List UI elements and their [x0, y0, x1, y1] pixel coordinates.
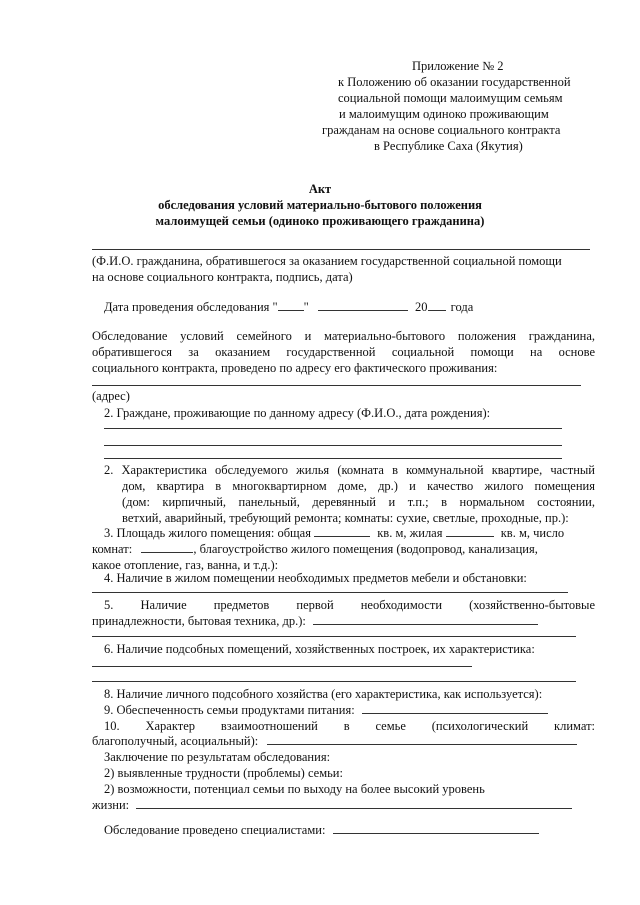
appendix-line-3: и малоимущим одиноко проживающим — [339, 107, 549, 121]
act-title: Акт — [308, 182, 332, 196]
amenities-label: , благоустройство жилого помещения (водопровод, канализация, — [193, 542, 538, 556]
rooms-count-label: кв. м, число — [500, 526, 565, 540]
specialists-row — [104, 822, 539, 838]
housing-line-3: (дом: кирпичный, панельный, деревянный и т.п.; в нормальном состоянии, — [122, 495, 595, 509]
date-day-field — [278, 299, 304, 311]
total-area-field — [314, 525, 370, 537]
area-row-3: какое отопление, газ, ванна, и т.д.): — [92, 558, 279, 572]
date-year-field — [428, 299, 446, 311]
auxiliary-line-1 — [92, 666, 472, 667]
appendix-line-2: социальной помощи малоимущим семьям — [338, 91, 563, 105]
address-caption: (адрес) — [92, 389, 130, 403]
essentials-line-2 — [92, 613, 538, 629]
living-area-label: кв. м, жилая — [377, 526, 443, 540]
furniture-label: 4. Наличие в жилом помещении необходимых предметов мебели и обстановки: — [104, 571, 527, 585]
intro-line-1: Обследование условий семейного и материально-бытового положения гражданина, — [92, 329, 595, 343]
residents-line-1 — [104, 428, 562, 429]
area-label: 3. Площадь жилого помещения: общая — [104, 526, 311, 540]
relations-line-1: 10. Характер взаимоотношений в семье (психологический климат: — [104, 719, 595, 733]
auxiliary-label: 6. Наличие подсобных помещений, хозяйственных построек, их характеристика: — [104, 642, 535, 656]
area-row-1 — [104, 525, 564, 541]
housing-line-4: ветхий, аварийный, требующий ремонта; комнаты: сухие, светлые, проходные, пр.): — [122, 511, 569, 525]
specialists-field — [333, 822, 539, 834]
date-row — [104, 299, 473, 315]
date-year-label: года — [450, 300, 474, 314]
conclusion-field — [136, 797, 572, 809]
household-label: 8. Наличие личного подсобного хозяйства (его характеристика, как используется): — [104, 687, 543, 701]
food-field — [362, 702, 548, 714]
relations-field — [267, 733, 577, 745]
essentials-field — [313, 613, 538, 625]
residents-line-2 — [104, 445, 562, 446]
furniture-line — [92, 592, 568, 593]
auxiliary-line-2 — [92, 681, 576, 682]
rooms-field — [141, 541, 193, 553]
date-label: Дата проведения обследования " — [104, 300, 278, 314]
date-year-prefix: 20 — [415, 300, 428, 314]
appendix-title: Приложение № 2 — [412, 59, 504, 73]
food-row — [104, 702, 548, 718]
address-field-line — [92, 385, 581, 386]
fio-caption-2: на основе социального контракта, подпись, дата) — [92, 270, 353, 284]
essentials-label: принадлежности, бытовая техника, др.): — [92, 614, 306, 628]
conclusion-life-label: жизни: — [92, 798, 130, 812]
conclusion-point-2: 2) возможности, потенциал семьи по выходу на более высокий уровень — [104, 782, 485, 796]
intro-line-2: обратившегося за оказанием государственной социальной помощи на основе — [92, 345, 595, 359]
fio-caption-1: (Ф.И.О. гражданина, обратившегося за оказанием государственной социальной помощи — [92, 254, 562, 268]
food-label: 9. Обеспеченность семьи продуктами питания: — [104, 703, 355, 717]
living-area-field — [446, 525, 494, 537]
conclusion-point-1: 2) выявленные трудности (проблемы) семьи: — [104, 766, 343, 780]
area-row-2 — [92, 541, 538, 557]
specialists-label: Обследование проведено специалистами: — [104, 823, 326, 837]
act-subtitle-2: малоимущей семьи (одиноко проживающего гражданина) — [155, 214, 485, 228]
relations-line-2 — [92, 733, 577, 749]
rooms-label: комнат: — [92, 542, 133, 556]
housing-line-2: дом, квартира в многоквартирном доме, др.) и качество жилого помещения — [122, 479, 595, 493]
date-quote: " — [303, 300, 309, 314]
essentials-line — [92, 636, 576, 637]
appendix-line-5: в Республике Саха (Якутия) — [374, 139, 523, 153]
housing-line-1: 2. Характеристика обследуемого жилья (комната в коммунальной квартире, частный — [104, 463, 595, 477]
date-month-field — [318, 299, 408, 311]
residents-line-3 — [104, 458, 562, 459]
appendix-line-4: гражданам на основе социального контракта — [322, 123, 561, 137]
essentials-line-1: 5. Наличие предметов первой необходимости (хозяйственно-бытовые — [104, 598, 595, 612]
residents-label: 2. Граждане, проживающие по данному адресу (Ф.И.О., дата рождения): — [104, 406, 491, 420]
act-subtitle-1: обследования условий материально-бытового положения — [158, 198, 482, 212]
appendix-line-1: к Положению об оказании государственной — [338, 75, 571, 89]
relations-label: благополучный, асоциальный): — [92, 734, 259, 748]
conclusion-row-3 — [92, 797, 572, 813]
intro-line-3: социального контракта, проведено по адресу его фактического проживания: — [92, 361, 498, 375]
fio-field-line — [92, 249, 590, 250]
conclusion-label: Заключение по результатам обследования: — [104, 750, 331, 764]
